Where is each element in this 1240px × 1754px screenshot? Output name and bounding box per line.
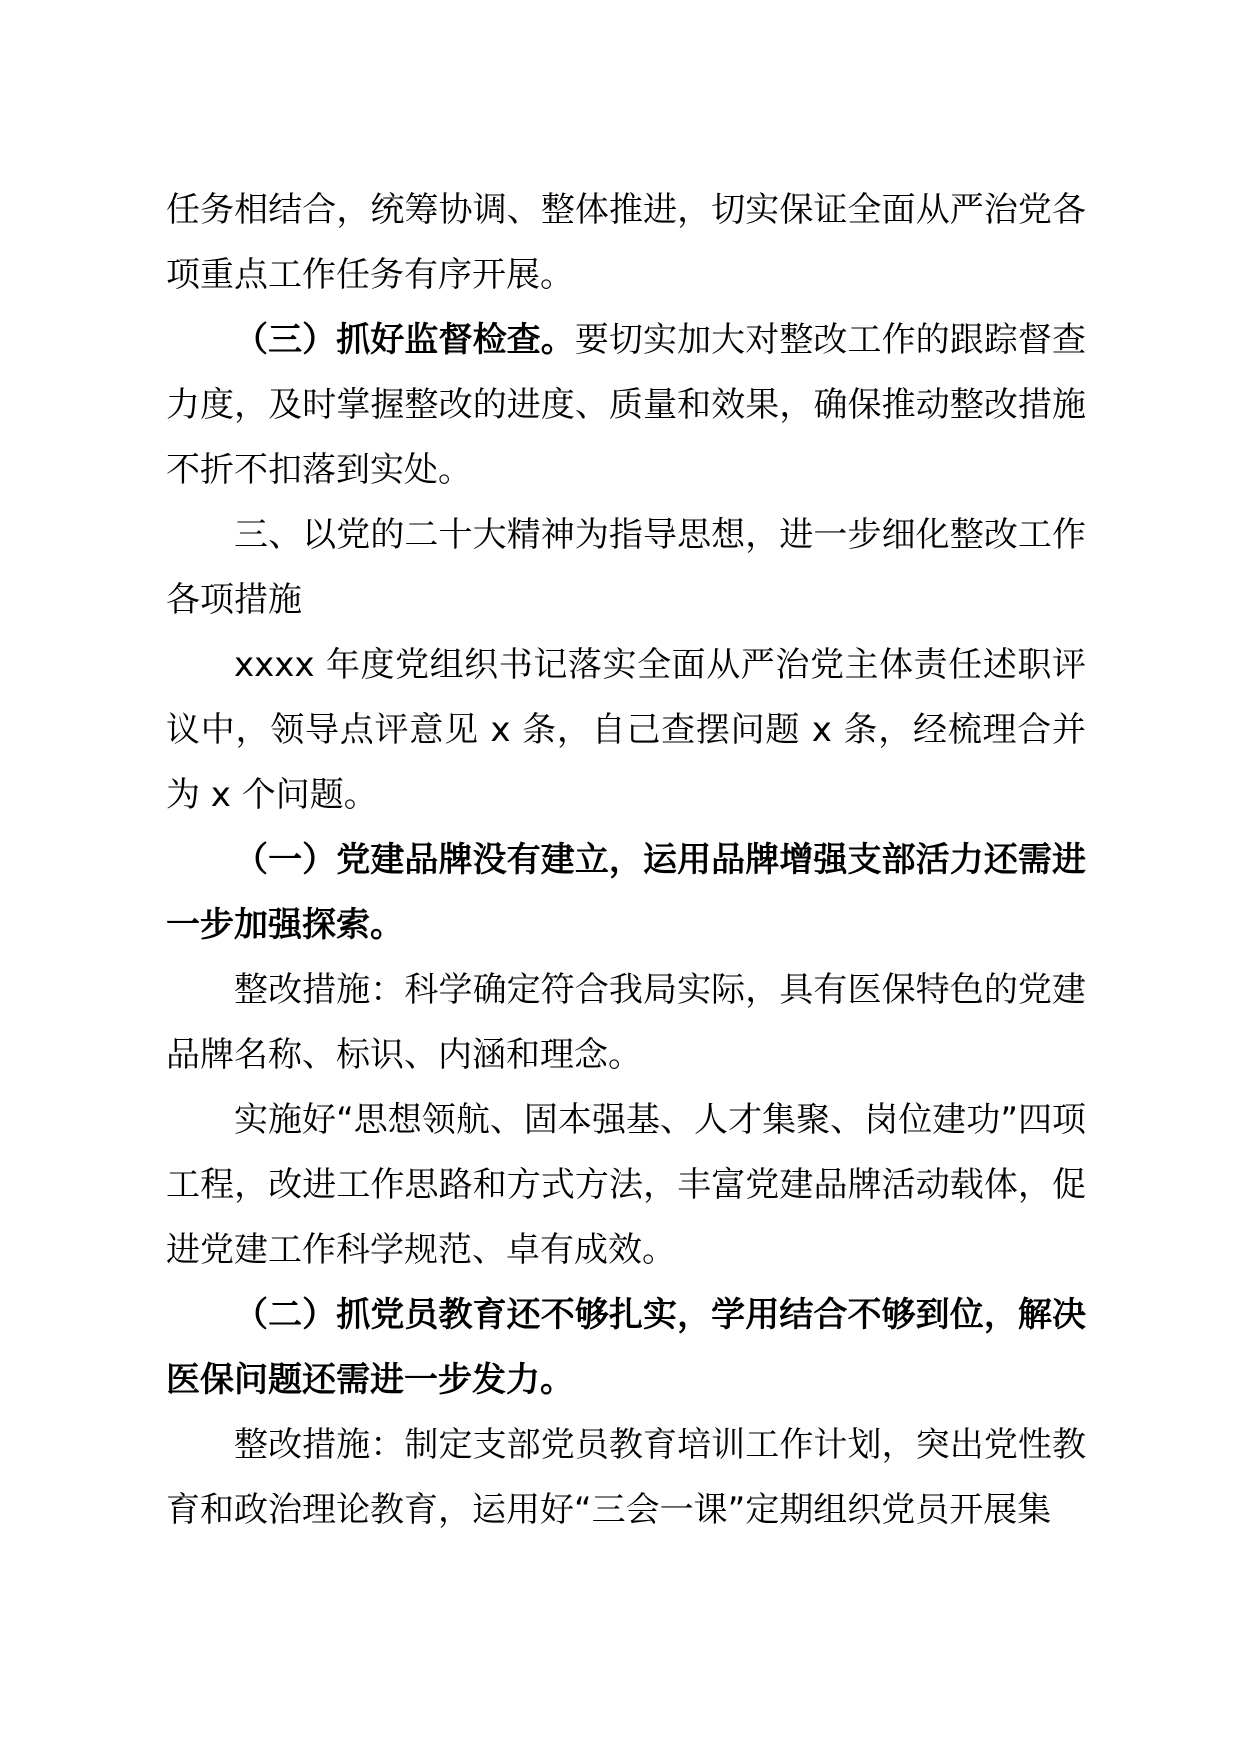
paragraph-4 <box>166 633 1086 828</box>
subheading-2 <box>166 1283 1086 1413</box>
subheading-2-text: （二）抓党员教育还不够扎实，学用结合不够到位，解决医保问题还需进一步发力。 <box>166 1295 1086 1400</box>
paragraph-7 <box>166 1088 1086 1283</box>
paragraph-9 <box>166 1413 1086 1543</box>
paragraph-6 <box>166 958 1086 1088</box>
paragraph-1 <box>166 178 1086 308</box>
subheading-1 <box>166 828 1086 958</box>
subheading-1-text: （一）党建品牌没有建立，运用品牌增强支部活力还需进一步加强探索。 <box>166 840 1086 945</box>
paragraph-9-text: 整改措施：制定支部党员教育培训工作计划，突出党性教育和政治理论教育，运用好“三会一课”定期组织党员开展集 <box>166 1425 1086 1530</box>
document-body <box>166 178 1086 1543</box>
paragraph-1-text: 任务相结合，统筹协调、整体推进，切实保证全面从严治党各项重点工作任务有序开展。 <box>166 190 1086 295</box>
paragraph-2 <box>166 308 1086 503</box>
paragraph-6-text: 整改措施：科学确定符合我局实际，具有医保特色的党建品牌名称、标识、内涵和理念。 <box>166 970 1086 1075</box>
section-heading-3 <box>166 503 1086 633</box>
paragraph-4-text: xxxx 年度党组织书记落实全面从严治党主体责任述职评议中，领导点评意见 x 条，自己查摆问题 x 条，经梳理合并为 x 个问题。 <box>166 645 1086 815</box>
paragraph-2-heading: （三）抓好监督检查。 <box>234 320 575 360</box>
section-heading-3-text: 三、以党的二十大精神为指导思想，进一步细化整改工作各项措施 <box>166 515 1086 620</box>
paragraph-2-text: 要切实加大对整改工作的跟踪督查力度，及时掌握整改的进度、质量和效果，确保推动整改措施不折不扣落到实处。 <box>166 320 1087 490</box>
paragraph-7-text: 实施好“思想领航、固本强基、人才集聚、岗位建功”四项工程，改进工作思路和方式方法，丰富党建品牌活动载体，促进党建工作科学规范、卓有成效。 <box>166 1100 1086 1270</box>
